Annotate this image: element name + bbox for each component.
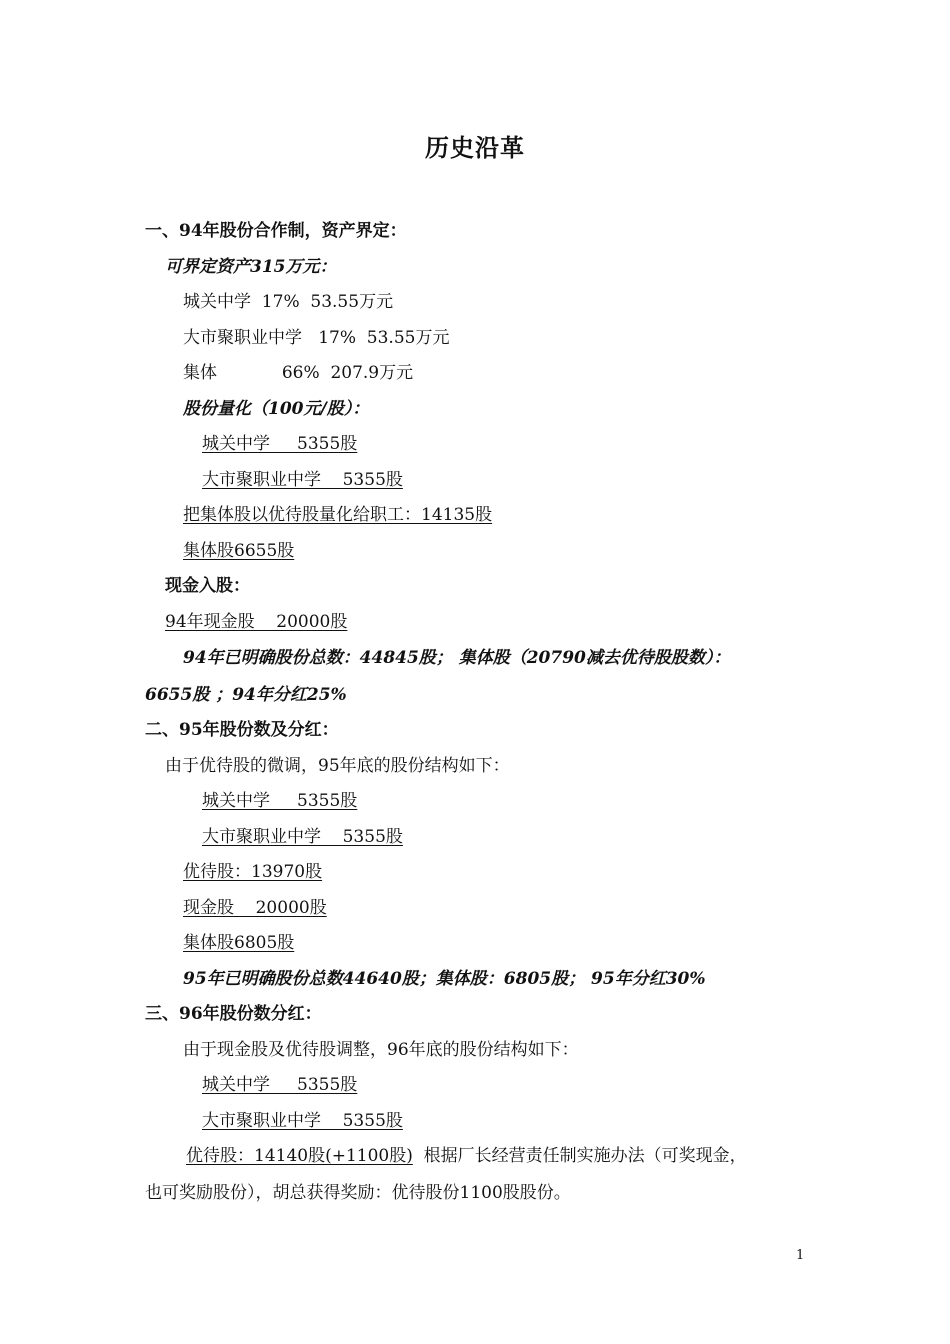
quant-line: 大市聚职业中学 5355股 <box>202 470 403 490</box>
section2-item: 大市聚职业中学 5355股 <box>202 827 403 847</box>
page-number: 1 <box>796 1248 805 1263</box>
section2-item: 城关中学 5355股 <box>202 791 358 811</box>
section2-item: 优待股：13970股 <box>183 862 323 882</box>
section1-summary-line2: 6655股 ；94年分红25% <box>145 685 347 705</box>
preferred-shares-line: 把集体股以优待股量化给职工：14135股 <box>183 505 493 525</box>
document-title: 历史沿革 <box>425 133 525 162</box>
section3-intro: 由于现金股及优待股调整，96年底的股份结构如下： <box>183 1040 579 1060</box>
section2-item: 集体股6805股 <box>183 933 295 953</box>
section3-preferred-line <box>186 1145 747 1167</box>
collective-shares-line: 集体股6655股 <box>183 541 295 561</box>
section3-item: 城关中学 5355股 <box>202 1075 358 1095</box>
preferred-shares-underlined: 优待股：14140股(+1100股) <box>186 1146 413 1166</box>
section2-item: 现金股 20000股 <box>183 898 327 918</box>
asset-line: 大市聚职业中学 17% 53.55万元 <box>183 328 450 348</box>
preferred-note: 根据厂长经营责任制实施办法（可奖现金， <box>412 1146 747 1166</box>
section1-heading: 一、94年股份合作制，资产界定： <box>145 221 407 241</box>
asset-line: 城关中学 17% 53.55万元 <box>183 292 394 312</box>
section1-summary-line1: 94年已明确股份总数：44845股； 集体股（20790减去优待股股数）： <box>183 648 731 668</box>
section3-heading: 三、96年股份数分红： <box>145 1004 322 1024</box>
asset-line: 集体 66% 207.9万元 <box>183 363 414 383</box>
quant-line: 城关中学 5355股 <box>202 434 358 454</box>
assets-heading: 可界定资产315万元： <box>165 257 337 277</box>
section3-note-line2: 也可奖励股份），胡总获得奖励：优待股份1100股股份。 <box>145 1183 571 1203</box>
quant-heading: 股份量化（100元/股）： <box>183 399 370 419</box>
section2-summary: 95年已明确股份总数44640股；集体股：6805股； 95年分红30% <box>183 969 706 989</box>
section3-item: 大市聚职业中学 5355股 <box>202 1111 403 1131</box>
cash-heading: 现金入股： <box>165 576 250 596</box>
section2-intro: 由于优待股的微调，95年底的股份结构如下： <box>165 756 510 776</box>
cash-line: 94年现金股 20000股 <box>165 612 348 632</box>
section2-heading: 二、95年股份数及分红： <box>145 720 339 740</box>
